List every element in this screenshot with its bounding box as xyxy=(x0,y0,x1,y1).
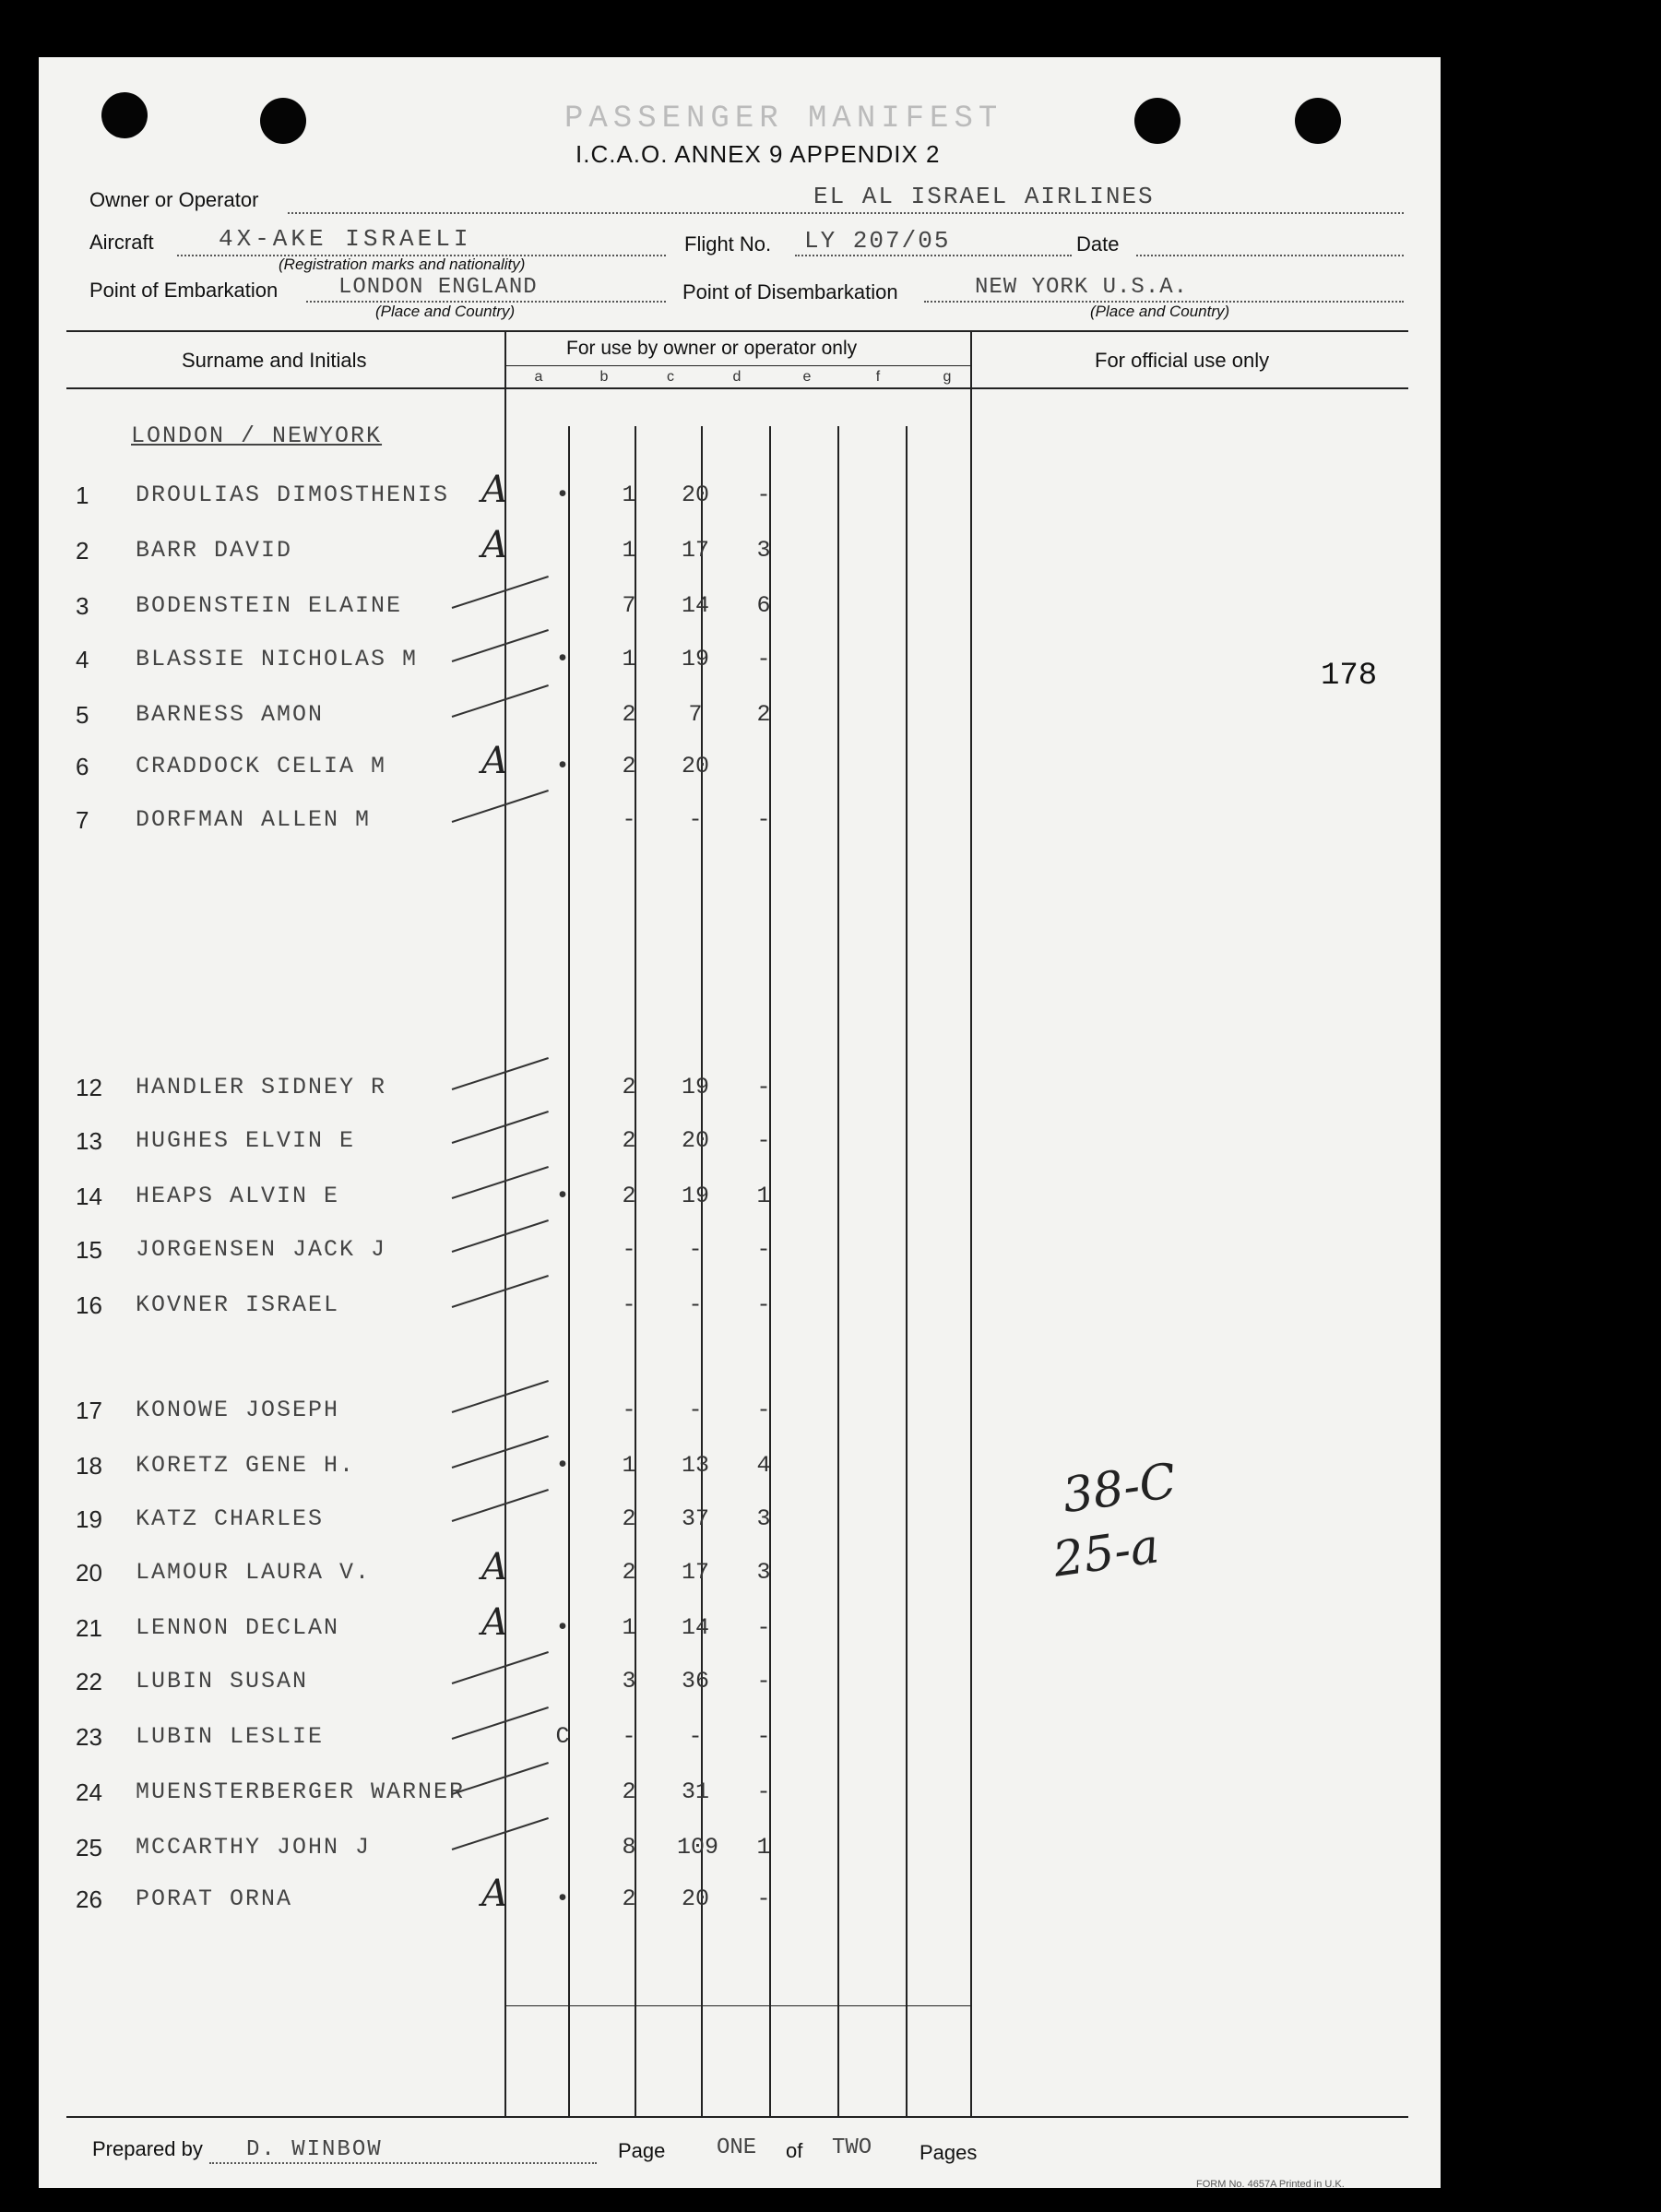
cell-d: - xyxy=(756,1236,771,1263)
cell-d: 3 xyxy=(756,537,771,564)
prepared-value: D. WINBOW xyxy=(246,2137,383,2162)
official-note-2: 25-a xyxy=(1050,1518,1163,1588)
row-number: 3 xyxy=(76,592,89,620)
subcol-d: d xyxy=(732,369,742,385)
cell-b: 3 xyxy=(622,1668,636,1695)
disembark-label: Point of Disembarkation xyxy=(682,280,898,303)
table-row xyxy=(39,740,1441,790)
table-row xyxy=(39,1601,1441,1651)
passenger-name: HUGHES ELVIN E xyxy=(136,1127,356,1154)
owner-line xyxy=(288,212,1404,214)
cell-b: 7 xyxy=(622,592,636,619)
row-number: 19 xyxy=(76,1505,102,1533)
date-label: Date xyxy=(1076,232,1120,256)
table-row xyxy=(39,1397,1441,1433)
row-number: 13 xyxy=(76,1127,102,1155)
passenger-name: DROULIAS DIMOSTHENIS xyxy=(136,482,450,508)
check-stroke xyxy=(452,1651,549,1684)
table-row xyxy=(39,1778,1441,1815)
form-title: I.C.A.O. ANNEX 9 APPENDIX 2 xyxy=(575,140,941,168)
cell-b: - xyxy=(622,1397,636,1423)
subcol-a: a xyxy=(534,369,543,385)
table-row xyxy=(39,469,1441,518)
row-number: 12 xyxy=(76,1074,102,1101)
passenger-name: MCCARTHY JOHN J xyxy=(136,1834,372,1861)
cell-d: - xyxy=(756,1668,771,1695)
table-row xyxy=(39,1452,1441,1489)
table-row xyxy=(39,1873,1441,1922)
check-stroke xyxy=(452,684,549,718)
cell-b: 2 xyxy=(622,753,636,779)
row-number: 15 xyxy=(76,1236,102,1264)
table-row xyxy=(39,1183,1441,1219)
row-number: 6 xyxy=(76,753,89,780)
passenger-name: LUBIN SUSAN xyxy=(136,1668,309,1695)
subcol-g: g xyxy=(943,369,952,385)
punch-hole xyxy=(1295,98,1341,144)
of-label: of xyxy=(786,2139,803,2162)
cell-a: • xyxy=(555,1183,570,1209)
cell-c: 19 xyxy=(681,646,709,672)
cell-c: 109 xyxy=(677,1834,719,1861)
cell-d: - xyxy=(756,806,771,833)
cell-b: 2 xyxy=(622,1778,636,1805)
table-row xyxy=(39,1834,1441,1871)
handwritten-mark: A xyxy=(481,524,508,566)
subcol-f: f xyxy=(875,369,881,385)
cell-c: 20 xyxy=(681,753,709,779)
route-heading: LONDON / NEWYORK xyxy=(131,422,383,449)
table-row xyxy=(39,1723,1441,1760)
passenger-name: KOVNER ISRAEL xyxy=(136,1291,340,1318)
cell-d: - xyxy=(756,1397,771,1423)
row-number: 2 xyxy=(76,537,89,565)
cell-d: 3 xyxy=(756,1505,771,1532)
table-row xyxy=(39,646,1441,683)
handwritten-mark: A xyxy=(481,1546,508,1588)
passenger-name: DORFMAN ALLEN M xyxy=(136,806,372,833)
cell-c: 7 xyxy=(688,701,703,728)
check-stroke xyxy=(452,1275,549,1308)
check-stroke xyxy=(452,1111,549,1144)
row-number: 24 xyxy=(76,1778,102,1806)
table-row xyxy=(39,806,1441,843)
check-stroke xyxy=(452,790,549,823)
table-row xyxy=(39,701,1441,738)
row-number: 16 xyxy=(76,1291,102,1319)
cell-a: C xyxy=(555,1723,570,1750)
cell-c: 14 xyxy=(681,1614,709,1641)
cell-d: - xyxy=(756,646,771,672)
registration-note: (Registration marks and nationality) xyxy=(279,256,526,273)
cell-b: 1 xyxy=(622,482,636,508)
row-number: 22 xyxy=(76,1668,102,1695)
passenger-name: CRADDOCK CELIA M xyxy=(136,753,387,779)
row-number: 17 xyxy=(76,1397,102,1424)
cell-a: • xyxy=(555,753,570,779)
cell-c: 19 xyxy=(681,1074,709,1100)
passenger-name: LAMOUR LAURA V. xyxy=(136,1559,372,1586)
row-number: 18 xyxy=(76,1452,102,1480)
check-stroke xyxy=(452,1817,549,1850)
cell-b: 1 xyxy=(622,1614,636,1641)
handwritten-mark: A xyxy=(481,1601,508,1644)
cell-b: 8 xyxy=(622,1834,636,1861)
cell-c: - xyxy=(688,1723,703,1750)
aircraft-label: Aircraft xyxy=(89,231,154,254)
cell-d: 6 xyxy=(756,592,771,619)
table-row xyxy=(39,1236,1441,1273)
passenger-name: KATZ CHARLES xyxy=(136,1505,325,1532)
row-number: 14 xyxy=(76,1183,102,1210)
table-header-rule xyxy=(66,387,1408,389)
subcol-rule xyxy=(504,365,970,366)
cell-c: - xyxy=(688,1291,703,1318)
passenger-name: HANDLER SIDNEY R xyxy=(136,1074,387,1100)
cell-b: - xyxy=(622,1236,636,1263)
cell-c: 20 xyxy=(681,482,709,508)
passenger-name: LENNON DECLAN xyxy=(136,1614,340,1641)
row-number: 4 xyxy=(76,646,89,673)
cell-c: 20 xyxy=(681,1127,709,1154)
owner-value: EL AL ISRAEL AIRLINES xyxy=(813,183,1155,210)
of-value: TWO xyxy=(832,2135,872,2160)
passenger-name: HEAPS ALVIN E xyxy=(136,1183,340,1209)
cell-a: • xyxy=(555,1885,570,1912)
cell-b: 2 xyxy=(622,1505,636,1532)
official-note-1: 38-C xyxy=(1059,1453,1180,1525)
passenger-name: JORGENSEN JACK J xyxy=(136,1236,387,1263)
cell-b: 2 xyxy=(622,1559,636,1586)
date-line xyxy=(1136,255,1404,256)
table-row xyxy=(39,592,1441,629)
cell-b: 2 xyxy=(622,1885,636,1912)
check-stroke xyxy=(452,576,549,609)
subcol-c: c xyxy=(667,369,674,385)
page-label: Page xyxy=(618,2139,666,2162)
cell-c: - xyxy=(688,1236,703,1263)
cell-d: - xyxy=(756,1723,771,1750)
embark-value: LONDON ENGLAND xyxy=(338,275,538,300)
cell-a: • xyxy=(555,1452,570,1479)
aircraft-value: 4X-AKE ISRAELI xyxy=(219,225,472,253)
check-stroke xyxy=(452,1435,549,1469)
table-row xyxy=(39,1668,1441,1705)
cell-b: 2 xyxy=(622,1074,636,1100)
cell-c: - xyxy=(688,806,703,833)
cell-d: 3 xyxy=(756,1559,771,1586)
disembark-value: NEW YORK U.S.A. xyxy=(975,275,1189,300)
pages-label: Pages xyxy=(919,2141,978,2164)
col-owner-header: For use by owner or operator only xyxy=(566,338,858,359)
cell-c: 13 xyxy=(681,1452,709,1479)
col-official-header: For official use only xyxy=(1095,349,1270,372)
table-bottom-rule xyxy=(504,2005,970,2006)
check-stroke xyxy=(452,1219,549,1253)
cell-c: 17 xyxy=(681,537,709,564)
passenger-name: MUENSTERBERGER WARNER xyxy=(136,1778,466,1805)
passenger-name: BODENSTEIN ELAINE xyxy=(136,592,403,619)
cell-c: 36 xyxy=(681,1668,709,1695)
row-number: 25 xyxy=(76,1834,102,1861)
check-stroke xyxy=(452,1057,549,1090)
row-number: 21 xyxy=(76,1614,102,1642)
page-value: ONE xyxy=(717,2135,757,2160)
cell-d: 1 xyxy=(756,1834,771,1861)
handwritten-mark: A xyxy=(481,1873,508,1915)
table-row xyxy=(39,1074,1441,1111)
disembark-note: (Place and Country) xyxy=(1090,303,1230,320)
passenger-name: PORAT ORNA xyxy=(136,1885,293,1912)
cell-d: - xyxy=(756,482,771,508)
cell-c: 31 xyxy=(681,1778,709,1805)
table-row xyxy=(39,1291,1441,1328)
cell-d: 1 xyxy=(756,1183,771,1209)
check-stroke xyxy=(452,1489,549,1522)
embark-note: (Place and Country) xyxy=(375,303,516,320)
passenger-name: KONOWE JOSEPH xyxy=(136,1397,340,1423)
manifest-sheet xyxy=(39,57,1441,2188)
page-stamp-number: 178 xyxy=(1321,659,1378,694)
check-stroke xyxy=(452,1762,549,1795)
passenger-name: LUBIN LESLIE xyxy=(136,1723,325,1750)
cell-b: - xyxy=(622,806,636,833)
cell-b: 2 xyxy=(622,1127,636,1154)
cell-c: 20 xyxy=(681,1885,709,1912)
passenger-name: BARNESS AMON xyxy=(136,701,325,728)
subcol-e: e xyxy=(802,369,812,385)
cell-c: 19 xyxy=(681,1183,709,1209)
prepared-line xyxy=(209,2162,597,2164)
flight-label: Flight No. xyxy=(684,232,772,256)
cell-d: 2 xyxy=(756,701,771,728)
cell-c: 14 xyxy=(681,592,709,619)
cell-b: 1 xyxy=(622,537,636,564)
owner-label: Owner or Operator xyxy=(89,188,259,211)
cell-a: • xyxy=(555,482,570,508)
row-number: 7 xyxy=(76,806,89,834)
subcol-b: b xyxy=(599,369,609,385)
check-stroke xyxy=(452,1166,549,1199)
check-stroke xyxy=(452,1707,549,1740)
col-surname-header: Surname and Initials xyxy=(182,349,367,372)
passenger-name: BLASSIE NICHOLAS M xyxy=(136,646,419,672)
cell-d: - xyxy=(756,1127,771,1154)
cell-b: 2 xyxy=(622,1183,636,1209)
embark-label: Point of Embarkation xyxy=(89,279,279,302)
row-number: 26 xyxy=(76,1885,102,1913)
cell-d: 4 xyxy=(756,1452,771,1479)
cell-d: - xyxy=(756,1778,771,1805)
punch-hole xyxy=(260,98,306,144)
flight-value: LY 207/05 xyxy=(804,227,951,255)
row-number: 1 xyxy=(76,482,89,509)
cell-b: 2 xyxy=(622,701,636,728)
cell-c: - xyxy=(688,1397,703,1423)
passenger-name: KORETZ GENE H. xyxy=(136,1452,356,1479)
footer-rule xyxy=(66,2116,1408,2118)
table-row xyxy=(39,1127,1441,1164)
cell-d: - xyxy=(756,1885,771,1912)
cell-b: 1 xyxy=(622,646,636,672)
table-row xyxy=(39,524,1441,574)
flight-line xyxy=(795,255,1072,256)
punch-hole xyxy=(1134,98,1180,144)
cell-a: • xyxy=(555,646,570,672)
check-stroke xyxy=(452,1380,549,1413)
passenger-name: BARR DAVID xyxy=(136,537,293,564)
row-number: 20 xyxy=(76,1559,102,1587)
faded-stamp: PASSENGER MANIFEST xyxy=(564,101,1003,137)
form-number: FORM No. 4657A Printed in U.K. xyxy=(1196,2179,1345,2190)
table-row xyxy=(39,1505,1441,1542)
cell-a: • xyxy=(555,1614,570,1641)
cell-c: 37 xyxy=(681,1505,709,1532)
cell-d: - xyxy=(756,1291,771,1318)
cell-b: 1 xyxy=(622,1452,636,1479)
cell-b: - xyxy=(622,1723,636,1750)
punch-hole xyxy=(101,92,148,138)
cell-d: - xyxy=(756,1614,771,1641)
cell-c: 17 xyxy=(681,1559,709,1586)
table-top-rule xyxy=(66,330,1408,332)
handwritten-mark: A xyxy=(481,740,508,782)
handwritten-mark: A xyxy=(481,469,508,511)
row-number: 23 xyxy=(76,1723,102,1751)
row-number: 5 xyxy=(76,701,89,729)
prepared-label: Prepared by xyxy=(92,2137,203,2160)
check-stroke xyxy=(452,629,549,662)
cell-b: - xyxy=(622,1291,636,1318)
cell-d: - xyxy=(756,1074,771,1100)
